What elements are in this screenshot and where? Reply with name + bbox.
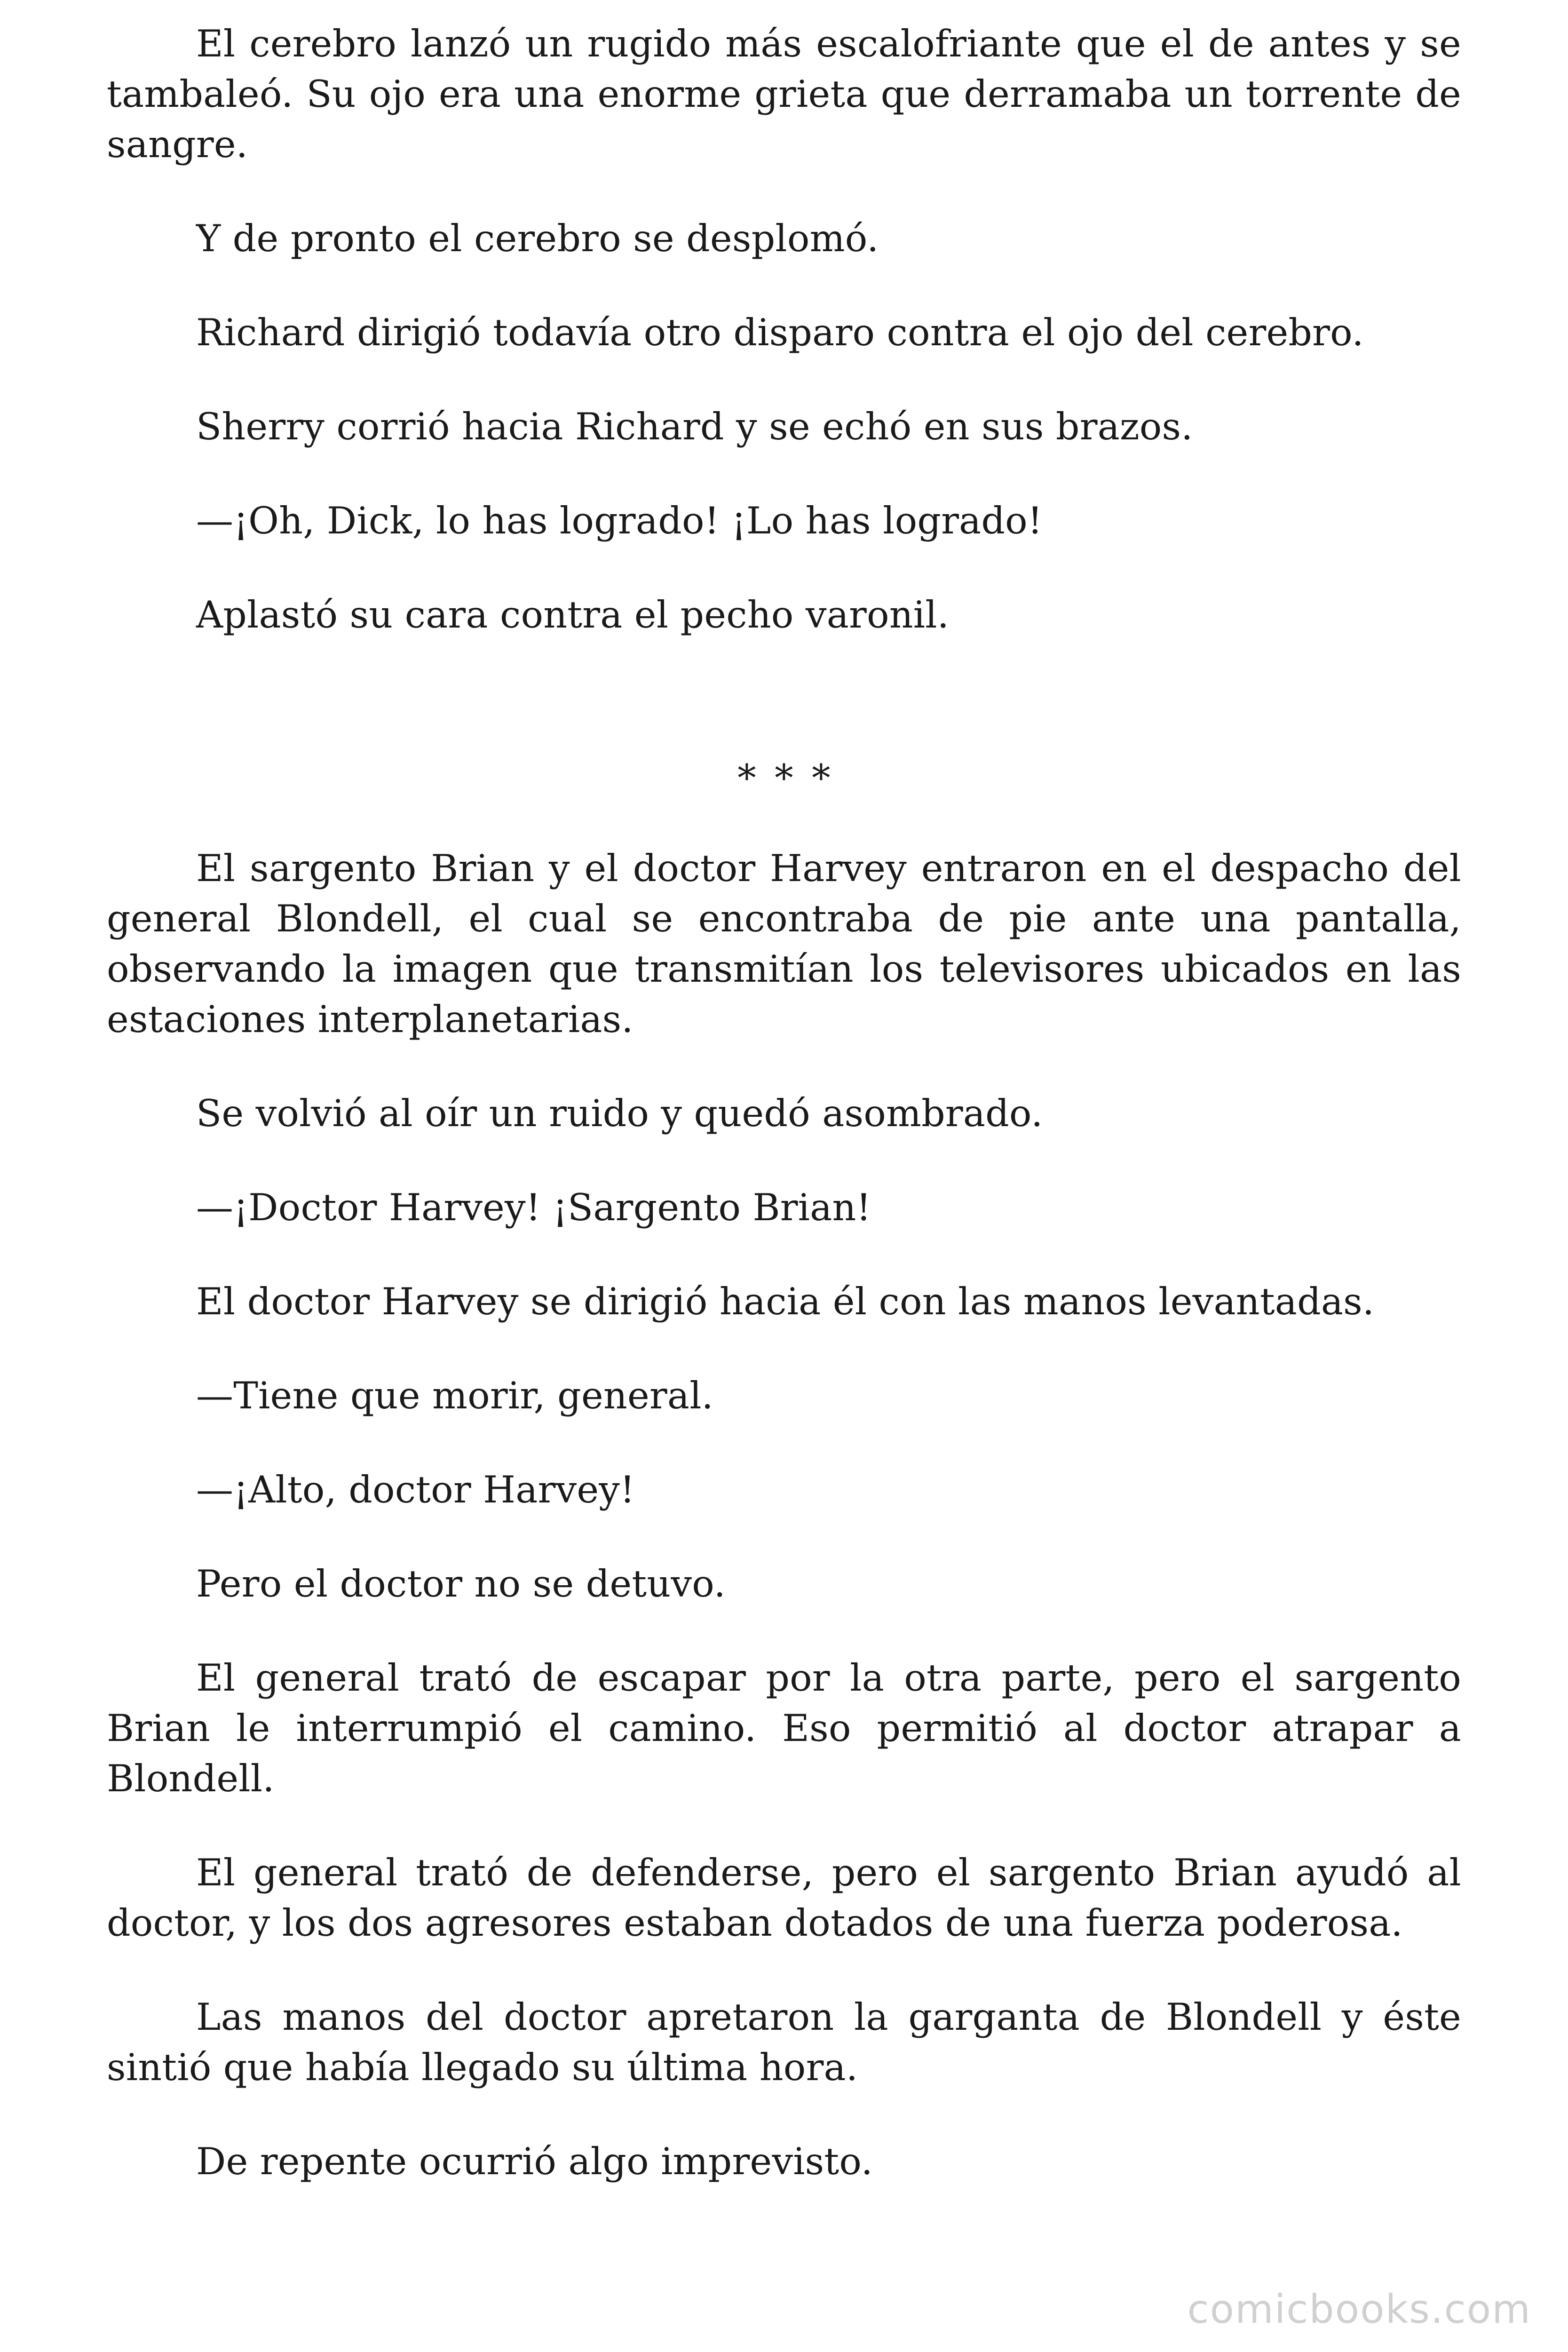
paragraph: Y de pronto el cerebro se desplomó. — [196, 217, 879, 260]
watermark: comicbooks.com — [1187, 2286, 1531, 2332]
section-1 — [107, 19, 1461, 640]
paragraph: El doctor Harvey se dirigió hacia él con las manos levantadas. — [196, 1280, 1375, 1323]
paragraph: El cerebro lanzó un rugido más escalofriante que el de antes y se tambaleó. Su ojo era una enorme grieta que derramaba un torrente de sangre. — [107, 22, 1461, 166]
paragraph: —¡Doctor Harvey! ¡Sargento Brian! — [196, 1186, 871, 1229]
paragraph: Richard dirigió todavía otro disparo contra el ojo del cerebro. — [196, 311, 1364, 354]
paragraph: El general trató de defenderse, pero el sargento Brian ayudó al doctor, y los dos agresores estaban dotados de una fuerza poderosa. — [107, 1851, 1461, 1945]
page-body — [107, 19, 1461, 2231]
paragraph: Pero el doctor no se detuvo. — [196, 1562, 726, 1605]
paragraph: —Tiene que morir, general. — [196, 1374, 713, 1417]
paragraph: —¡Alto, doctor Harvey! — [196, 1468, 635, 1511]
section-separator: * * * — [737, 756, 831, 800]
paragraph: Sherry corrió hacia Richard y se echó en sus brazos. — [196, 405, 1193, 448]
paragraph: Aplastó su cara contra el pecho varonil. — [196, 593, 950, 636]
paragraph: De repente ocurrió algo imprevisto. — [196, 2140, 873, 2183]
paragraph: —¡Oh, Dick, lo has logrado! ¡Lo has logrado! — [196, 499, 1043, 542]
section-2 — [107, 843, 1461, 2187]
paragraph: Las manos del doctor apretaron la garganta de Blondell y éste sintió que había llegado su última hora. — [107, 1995, 1461, 2089]
paragraph: Se volvió al oír un ruido y quedó asombrado. — [196, 1092, 1043, 1135]
paragraph: El sargento Brian y el doctor Harvey entraron en el despacho del general Blondell, el cual se encontraba de pie ante una pantalla, observando la imagen que transmitían los televisores ubicados en las estaciones interplanetarias. — [107, 847, 1461, 1041]
paragraph: El general trató de escapar por la otra parte, pero el sargento Brian le interrumpió el camino. Eso permitió al doctor atrapar a Blondell. — [107, 1656, 1461, 1800]
